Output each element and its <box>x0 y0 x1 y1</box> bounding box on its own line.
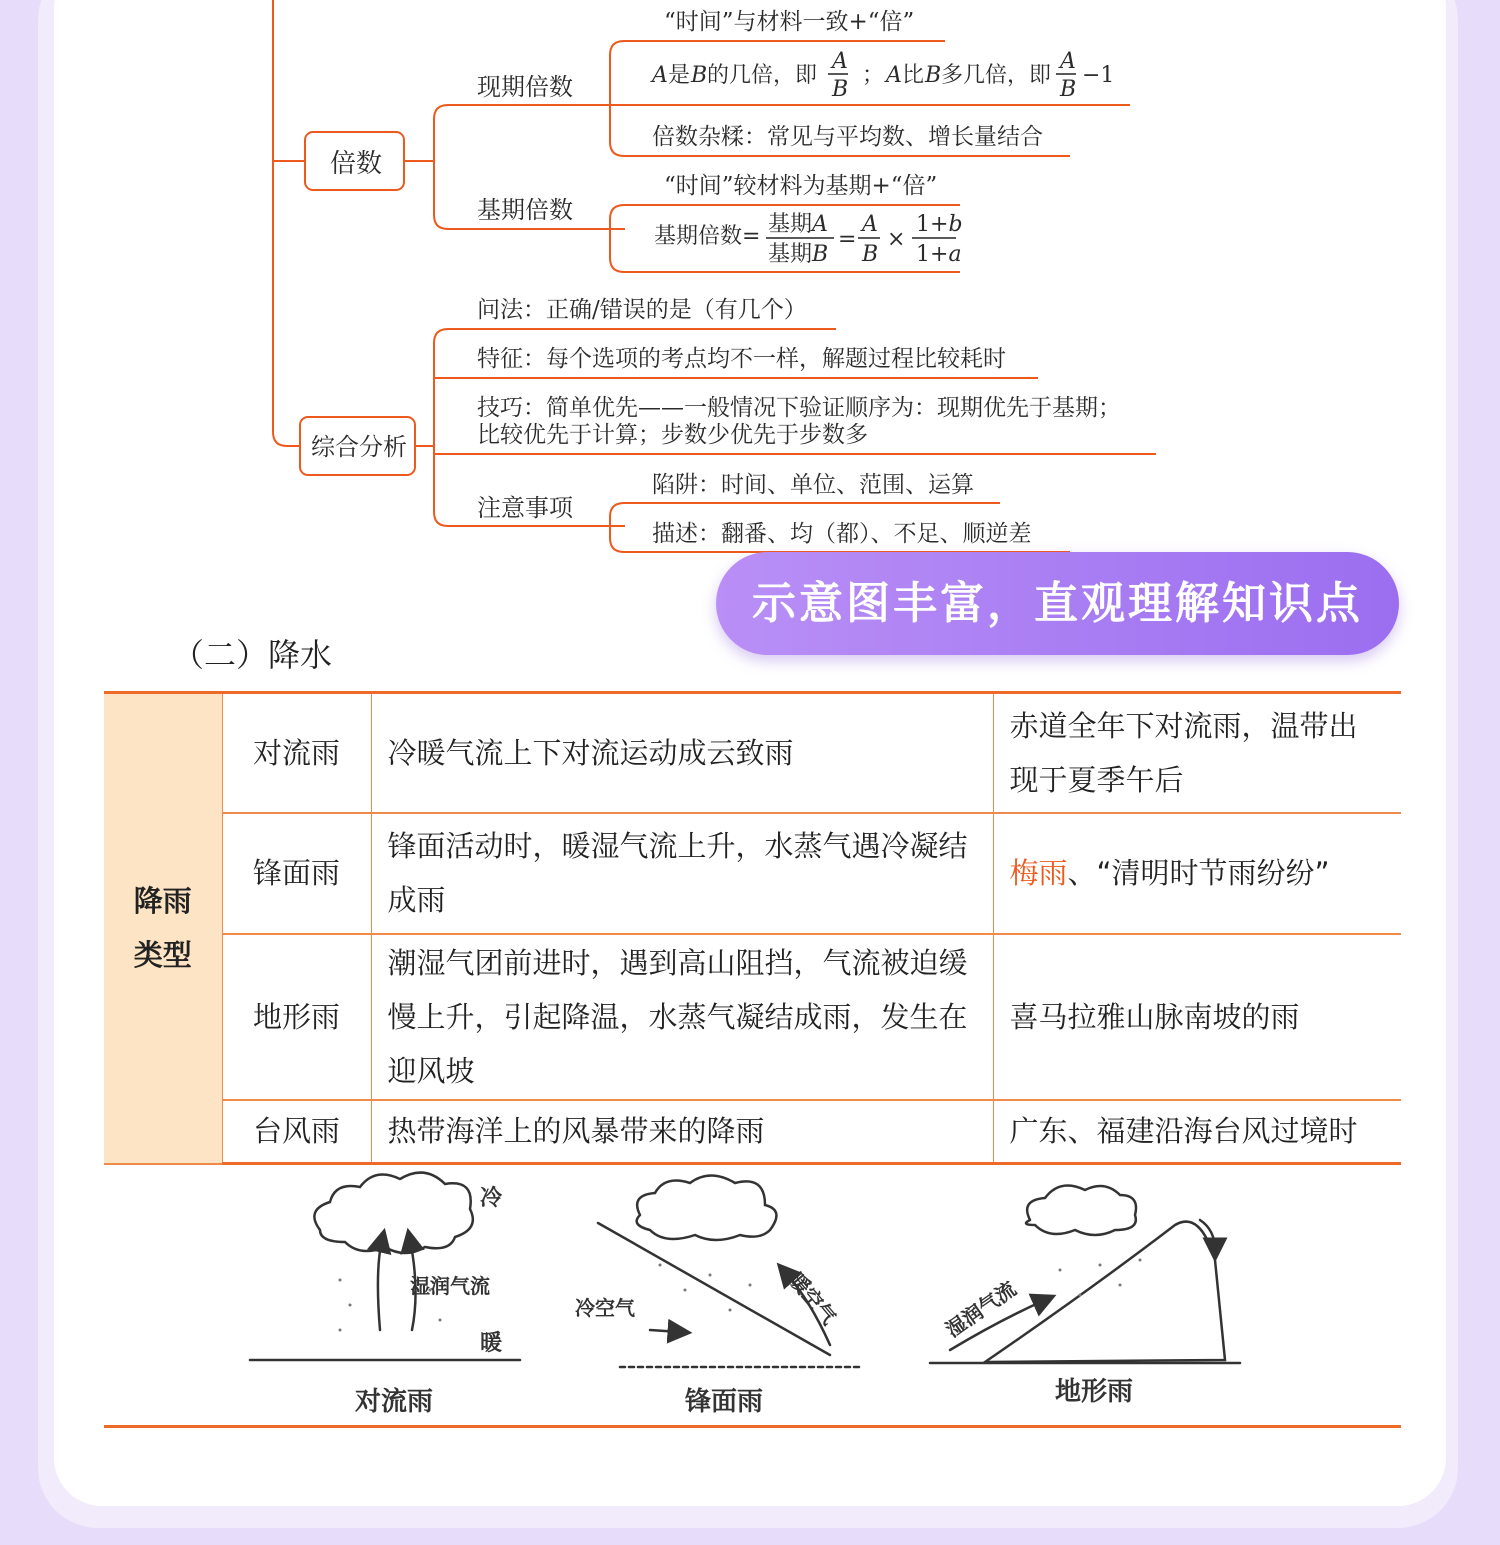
example-text: 赤道全年下对流雨，温带出现于夏季午后 <box>1009 708 1358 797</box>
svg-text:A: A <box>886 63 902 88</box>
bottom-divider <box>104 1425 1401 1428</box>
zonghe-item-3: 技巧：简单优先——一般情况下验证顺序为：现期优先于基期； <box>477 395 1121 421</box>
category-label-1: 降雨 <box>133 884 192 919</box>
section-title: （二）降水 <box>172 636 333 674</box>
cold-air-label: 冷空气 <box>575 1296 635 1320</box>
example-highlight: 梅雨 <box>1009 856 1068 890</box>
table-row <box>104 813 1401 934</box>
zhuyi-item-2: 描述：翻番、均（都）、不足、顺逆差 <box>652 521 1032 547</box>
node-xianqi: 现期倍数 <box>477 73 573 101</box>
example-cell <box>993 1100 1401 1164</box>
svg-text:A: A <box>832 49 848 74</box>
category-label-2: 类型 <box>133 938 192 973</box>
desc-cell: 热带海洋上的风暴带来的降雨 <box>371 1100 993 1164</box>
cold-label: 冷 <box>480 1185 503 1211</box>
svg-text:A: A <box>862 212 878 237</box>
example-text: 广东、福建沿海台风过境时 <box>1009 1114 1358 1149</box>
svg-text:是: 是 <box>668 63 691 88</box>
svg-text:1+b: 1+b <box>916 212 963 237</box>
desc-cell: 潮湿气团前进时，遇到高山阻挡，气流被迫缓慢上升，引起降温，水蒸气凝结成雨，发生在迎风坡 <box>371 934 993 1100</box>
example-text: 喜马拉雅山脉南坡的雨 <box>1009 999 1300 1034</box>
table-row <box>104 693 1401 813</box>
type-cell: 锋面雨 <box>222 813 371 934</box>
example-cell <box>993 693 1401 813</box>
zonghe-item-2: 特征：每个选项的考点均不一样，解题过程比较耗时 <box>477 346 1006 372</box>
desc-cell: 锋面活动时，暖湿气流上升，水蒸气遇冷凝结成雨 <box>371 813 993 934</box>
warm-air-label: 暖空气 <box>784 1267 842 1330</box>
feature-banner: 示意图丰富，直观理解知识点 <box>716 552 1399 655</box>
svg-text:B: B <box>862 242 879 267</box>
svg-text:B: B <box>832 77 849 102</box>
svg-text:；: ； <box>862 63 885 88</box>
node-beishu: 倍数 <box>330 149 383 179</box>
zonghe-item-1: 问法：正确/错误的是（有几个） <box>477 297 807 323</box>
svg-text:A: A <box>652 63 668 88</box>
type-cell: 台风雨 <box>222 1100 371 1164</box>
node-jiqi: 基期倍数 <box>477 196 573 224</box>
convection-caption: 对流雨 <box>355 1387 434 1417</box>
svg-text:基期倍数=: 基期倍数= <box>654 224 761 249</box>
svg-text:比: 比 <box>902 63 925 88</box>
category-cell <box>104 693 222 1164</box>
example-cell <box>993 934 1401 1100</box>
svg-text:基期B: 基期B <box>768 242 829 267</box>
frontal-caption: 锋面雨 <box>685 1387 764 1417</box>
type-cell: 对流雨 <box>222 693 371 813</box>
example-cell <box>993 813 1401 934</box>
table-row <box>104 934 1401 1100</box>
node-zhuyi: 注意事项 <box>477 494 573 522</box>
node-zonghe: 综合分析 <box>311 433 407 461</box>
orographic-caption: 地形雨 <box>1055 1377 1134 1407</box>
svg-text:1+a: 1+a <box>916 242 962 267</box>
xianqi-item-3: 倍数杂糅：常见与平均数、增长量结合 <box>652 124 1043 150</box>
svg-text:−1: −1 <box>1082 63 1115 88</box>
cloud-icon <box>1026 1186 1136 1236</box>
svg-text:=: = <box>838 227 857 252</box>
jiqi-formula <box>654 212 963 267</box>
rain-illustrations <box>240 1170 1250 1420</box>
svg-text:A: A <box>1060 49 1076 74</box>
cloud-icon <box>314 1173 472 1253</box>
xianqi-formula <box>650 49 1114 102</box>
warm-label: 暖 <box>480 1330 503 1356</box>
moist-flow-label: 湿润气流 <box>410 1274 490 1298</box>
type-cell: 地形雨 <box>222 934 371 1100</box>
moist-flow-label-2: 湿润气流 <box>941 1276 1021 1343</box>
desc-cell: 冷暖气流上下对流运动成云致雨 <box>371 693 993 813</box>
svg-text:的几倍，即: 的几倍，即 <box>707 63 818 88</box>
example-text: 、“清明时节雨纷纷” <box>1067 856 1330 890</box>
xianqi-item-1: “时间”与材料一致+“倍” <box>664 9 915 35</box>
table-row <box>104 1100 1401 1164</box>
svg-text:基期A: 基期A <box>768 212 828 237</box>
zonghe-item-3b: 比较优先于计算；步数少优先于步数多 <box>477 422 868 448</box>
svg-text:×: × <box>887 227 906 252</box>
svg-text:多几倍，即: 多几倍，即 <box>941 63 1052 88</box>
mind-map <box>0 0 1500 560</box>
svg-text:B: B <box>1060 77 1077 102</box>
svg-text:B: B <box>691 63 708 88</box>
rain-type-table <box>104 691 1401 1165</box>
zhuyi-item-1: 陷阱：时间、单位、范围、运算 <box>652 472 974 498</box>
svg-text:B: B <box>925 63 942 88</box>
cloud-icon <box>637 1176 777 1241</box>
jiqi-item-1: “时间”较材料为基期+“倍” <box>664 173 938 199</box>
